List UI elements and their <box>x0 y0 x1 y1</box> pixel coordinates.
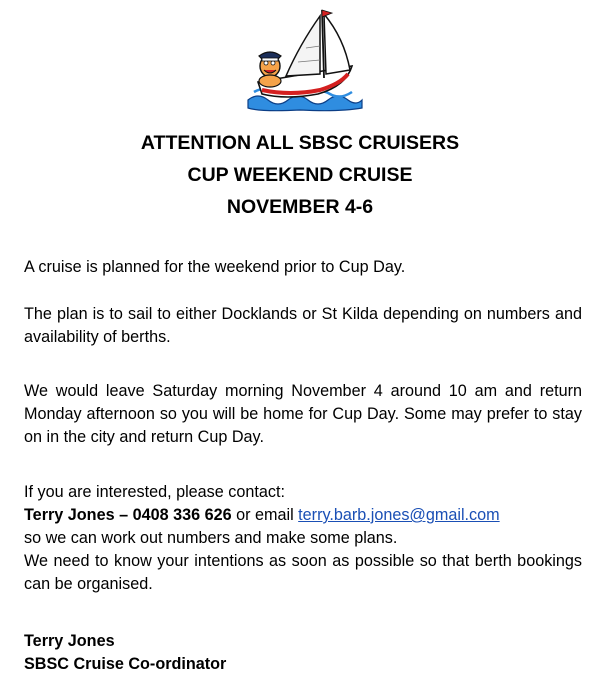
contact-line-intentions: We need to know your intentions as soon as possible so that berth bookings can be organised. <box>24 552 582 593</box>
paragraph-schedule: We would leave Saturday morning November 4 around 10 am and return Monday afternoon so you will be home for Cup Day. Some may prefer to stay on in the city and return Cup Day. <box>24 382 582 446</box>
contact-line-numbers: so we can work out numbers and make some plans. <box>24 529 398 547</box>
sailboat-clipart-icon <box>240 4 365 112</box>
contact-section <box>24 481 582 596</box>
signature <box>24 630 582 676</box>
contact-intro: If you are interested, please contact: <box>24 483 285 501</box>
heading-line-3: NOVEMBER 4-6 <box>226 196 374 218</box>
paragraph-plan: The plan is to sail to either Docklands or St Kilda depending on numbers and availability of berths. <box>24 305 582 346</box>
paragraph-intro: A cruise is planned for the weekend prior to Cup Day. <box>24 258 406 276</box>
contact-name-phone: Terry Jones – 0408 336 626 <box>24 506 232 524</box>
heading-line-1: ATTENTION ALL SBSC CRUISERS <box>140 132 460 154</box>
contact-line <box>24 504 582 527</box>
email-link[interactable]: terry.barb.jones@gmail.com <box>298 506 500 524</box>
signature-name: Terry Jones <box>24 632 115 650</box>
notice-heading <box>0 127 600 223</box>
contact-or-email: or email <box>236 506 294 524</box>
signature-title: SBSC Cruise Co-ordinator <box>24 655 227 673</box>
heading-line-2: CUP WEEKEND CRUISE <box>187 164 413 186</box>
